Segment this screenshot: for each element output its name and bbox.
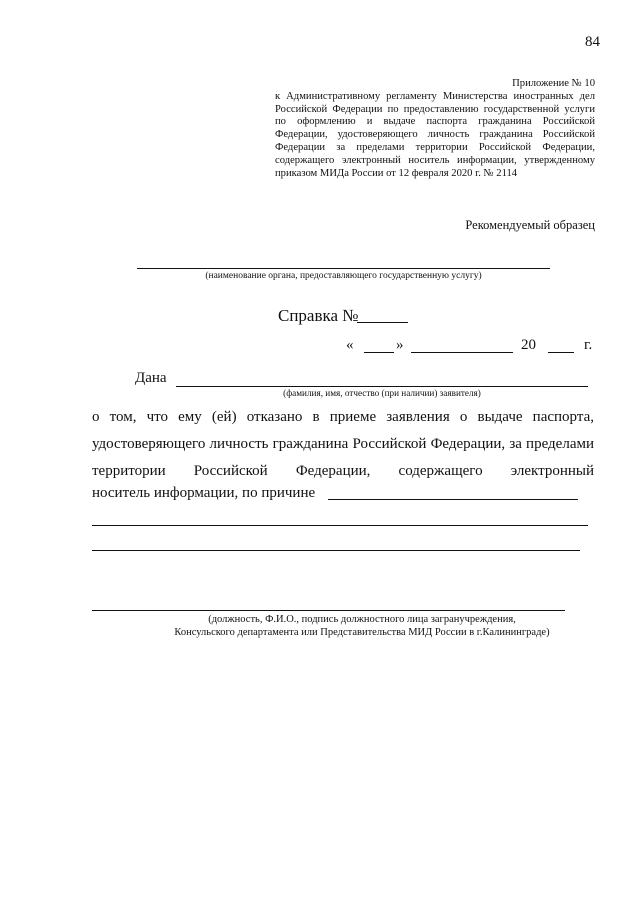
date-quote-close: » [396, 337, 404, 353]
signature-caption-line-1: (должность, Ф.И.О., подпись должностного лица загранучреждения, [208, 614, 516, 625]
organization-field [137, 268, 550, 269]
reason-field-line-2 [92, 525, 588, 526]
organization-caption: (наименование органа, предоставляющего государственную услугу) [205, 271, 482, 281]
applicant-name-caption: (фамилия, имя, отчество (при наличии) заявителя) [283, 388, 481, 398]
reason-field [328, 499, 578, 500]
date-quote-open: « [346, 337, 354, 353]
appendix-title: Приложение № 10 [512, 78, 595, 89]
date-row [346, 337, 596, 357]
certificate-number-field [357, 322, 408, 323]
main-text-last-line: носитель информации, по причине [92, 485, 316, 501]
reason-field-line-3 [92, 550, 580, 551]
signature-caption-line-2: Консульского департамента или Представительства МИД России в г.Калининграде) [174, 627, 550, 638]
issued-label: Дана [135, 370, 167, 386]
signature-field [92, 610, 565, 611]
signature-caption [92, 613, 632, 639]
day-field [364, 352, 394, 353]
year-suffix: г. [584, 337, 593, 353]
year-prefix: 20 [521, 337, 536, 353]
page-number: 84 [585, 34, 600, 50]
main-text: о том, что ему (ей) отказано в приеме заявления о выдаче паспорта, удостоверяющего личность гражданина Российской Федерации, за пределами территории Российской Федерации, содержащего электронный [92, 409, 594, 479]
sample-note: Рекомендуемый образец [465, 218, 595, 232]
certificate-title: Справка № [278, 306, 359, 325]
appendix-header [275, 78, 595, 180]
appendix-body: к Административному регламенту Министерства иностранных дел Российской Федерации по предоставлению государственной услуги по оформлению и выдаче паспорта гражданина Российской Федерации, удостоверяющего личность гражданина Российской Федерации за пределами территории Российской Федерации, содержащего электронный носитель информации, утвержденному приказом МИДа России от 12 февраля 2020 г. № 2114 [275, 90, 595, 179]
month-field [411, 352, 513, 353]
applicant-name-field [176, 386, 588, 387]
year-field [548, 352, 574, 353]
